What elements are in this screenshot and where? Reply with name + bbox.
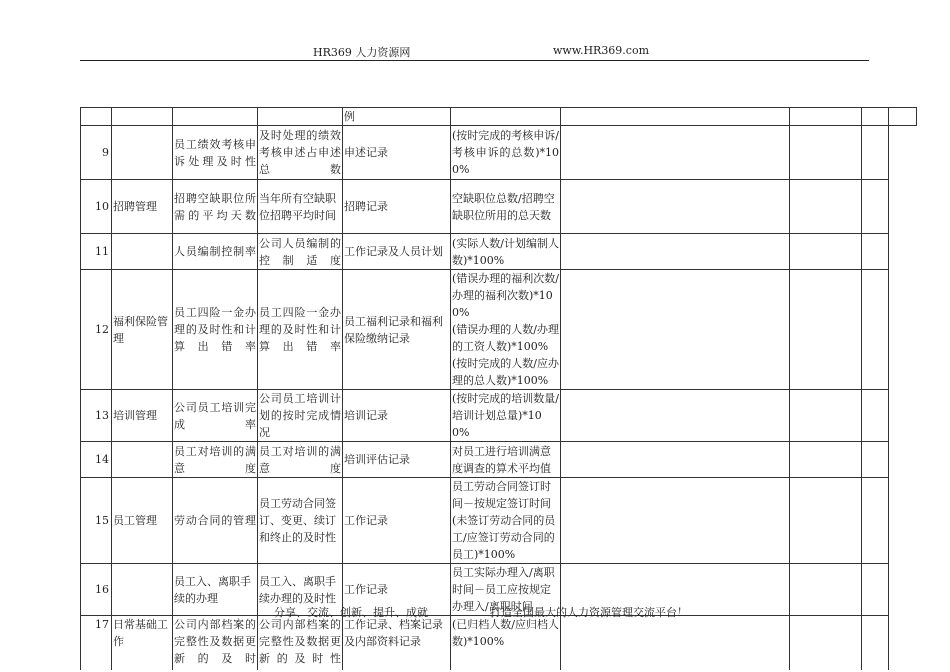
top-fragment-cell: 例 xyxy=(343,108,451,126)
formula-line: (错误办理的福利次数/办理的福利次数)*100% xyxy=(452,272,559,319)
source-cell: 培训评估记录 xyxy=(343,442,451,478)
category-cell: 日常基础工作 xyxy=(112,616,173,670)
footer-slogan: 分享、交流、创新、提升、成就 xyxy=(274,606,428,619)
source-cell: 工作记录及人员计划 xyxy=(343,234,451,270)
formula-cell: 员工劳动合同签订时间－按规定签订时间(未签订劳动合同的员工/应签订劳动合同的员工)*100% xyxy=(451,478,561,564)
formula-cell: 空缺职位总数/招聘空缺职位所用的总天数 xyxy=(451,180,561,234)
source-cell: 工作记录 xyxy=(343,564,451,616)
category-cell: 员工管理 xyxy=(112,478,173,564)
kpi-cell: 劳动合同的管理 xyxy=(173,478,258,564)
page-footer xyxy=(0,604,950,620)
row-number: 14 xyxy=(81,442,112,478)
kpi-cell: 公司内部档案的完整性及数据更新的及时 xyxy=(173,616,258,670)
table-row xyxy=(81,234,917,270)
definition-cell: 公司人员编制的控制适度 xyxy=(258,234,343,270)
row-number: 16 xyxy=(81,564,112,616)
category-cell: 培训管理 xyxy=(112,390,173,442)
formula-cell: (实际人数/计划编制人数)*100% xyxy=(451,234,561,270)
kpi-cell: 员工绩效考核申诉处理及时性 xyxy=(173,126,258,180)
table-row xyxy=(81,270,917,390)
category-cell xyxy=(112,442,173,478)
definition-cell: 公司内部档案的完整性及数据更新的及时性 xyxy=(258,616,343,670)
table-row xyxy=(81,442,917,478)
row-number: 15 xyxy=(81,478,112,564)
definition-cell: 员工入、离职手续办理的及时性 xyxy=(258,564,343,616)
row-number: 10 xyxy=(81,180,112,234)
table-row xyxy=(81,478,917,564)
category-cell: 招聘管理 xyxy=(112,180,173,234)
table-row xyxy=(81,126,917,180)
table-row xyxy=(81,108,917,126)
definition-cell: 员工四险一金办理的及时性和计算出错率 xyxy=(258,270,343,390)
kpi-cell: 员工入、离职手续的办理 xyxy=(173,564,258,616)
category-cell xyxy=(112,234,173,270)
kpi-cell: 人员编制控制率 xyxy=(173,234,258,270)
source-cell: 工作记录、档案记录及内部资料记录 xyxy=(343,616,451,670)
definition-cell: 员工对培训的满意度 xyxy=(258,442,343,478)
formula-cell xyxy=(451,270,561,390)
source-cell: 招聘记录 xyxy=(343,180,451,234)
kpi-cell: 员工四险一金办理的及时性和计算出错率 xyxy=(173,270,258,390)
category-cell: 福利保险管理 xyxy=(112,270,173,390)
formula-line: (按时完成的人数/应办理的总人数)*100% xyxy=(452,357,559,387)
table-row xyxy=(81,616,917,670)
row-number: 12 xyxy=(81,270,112,390)
footer-tagline: 打造全国最大的人力资源管理交流平台！ xyxy=(490,606,688,619)
row-number: 11 xyxy=(81,234,112,270)
source-cell: 申述记录 xyxy=(343,126,451,180)
definition-cell: 员工劳动合同签订、变更、续订和终止的及时性 xyxy=(258,478,343,564)
kpi-cell: 员工对培训的满意度 xyxy=(173,442,258,478)
header-divider xyxy=(80,60,869,61)
formula-cell: (按时完成的考核申诉/考核申诉的总数)*100% xyxy=(451,126,561,180)
row-number: 17 xyxy=(81,616,112,670)
kpi-cell: 公司员工培训完成率 xyxy=(173,390,258,442)
formula-cell: 员工实际办理入/离职时间－员工应按规定办理入/离职时间 xyxy=(451,564,561,616)
header-site-name: HR369 人力资源网 xyxy=(313,46,411,59)
formula-cell: 对员工进行培训满意度调查的算术平均值 xyxy=(451,442,561,478)
kpi-table xyxy=(80,107,917,670)
table-row xyxy=(81,390,917,442)
table-row xyxy=(81,180,917,234)
definition-cell: 当年所有空缺职位招聘平均时间 xyxy=(258,180,343,234)
definition-cell: 公司员工培训计划的按时完成情况 xyxy=(258,390,343,442)
source-cell: 工作记录 xyxy=(343,478,451,564)
formula-cell: (按时完成的培训数量/培训计划总量)*100% xyxy=(451,390,561,442)
page-header xyxy=(0,44,950,61)
row-number: 9 xyxy=(81,126,112,180)
definition-cell: 及时处理的绩效考核申述占申述总数 xyxy=(258,126,343,180)
source-cell: 培训记录 xyxy=(343,390,451,442)
source-cell: 员工福利记录和福利保险缴纳记录 xyxy=(343,270,451,390)
row-number: 13 xyxy=(81,390,112,442)
kpi-cell: 招聘空缺职位所需的平均天数 xyxy=(173,180,258,234)
header-url: www.HR369.com xyxy=(553,44,650,57)
formula-cell: (已归档人数/应归档人数)*100% xyxy=(451,616,561,670)
category-cell xyxy=(112,126,173,180)
formula-line: (错误办理的人数/办理的工资人数)*100% xyxy=(452,323,559,353)
